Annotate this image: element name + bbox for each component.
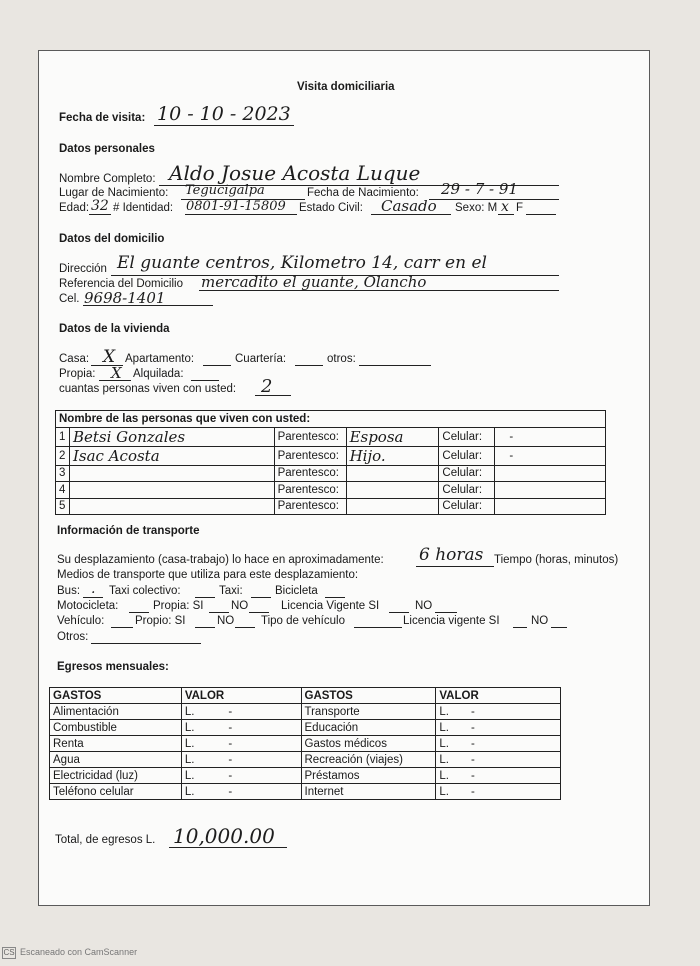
taxi-colectivo-label: Taxi colectivo: — [109, 585, 181, 597]
parentesco-label: Parentesco: — [274, 427, 346, 446]
resident-phone: - — [495, 427, 606, 446]
expense-left-item: Alimentación — [50, 704, 182, 720]
scanner-footer — [2, 947, 137, 959]
vehiculo-propio-si-underline — [195, 627, 215, 628]
id-value: 0801-91-15809 — [186, 199, 286, 214]
age-label: Edad: — [59, 202, 90, 214]
age-value: 32 — [91, 198, 109, 214]
address-label: Dirección — [59, 263, 107, 275]
celular-label: Celular: — [439, 482, 495, 499]
name-value: Aldo Josue Acosta Luque — [169, 161, 421, 185]
resident-phone: - — [495, 446, 606, 465]
housing-heading: Datos de la vivienda — [59, 323, 170, 335]
col-valor-right: VALOR — [436, 688, 561, 704]
vehiculo-licencia-label: Licencia vigente SI — [403, 615, 500, 627]
form-page — [38, 50, 650, 906]
civil-label: Estado Civil: — [299, 202, 363, 214]
parentesco-label: Parentesco: — [274, 482, 346, 499]
celular-label: Celular: — [439, 427, 495, 446]
expense-left-value: L. - — [181, 784, 301, 800]
expense-left-value: L. - — [181, 704, 301, 720]
birthplace-value: Tegucigalpa — [185, 183, 265, 198]
total-label: Total, de egresos L. — [55, 834, 156, 846]
address-value: El guante centros, Kilometro 14, carr en el — [117, 253, 487, 273]
vehiculo-no-underline — [235, 627, 255, 628]
expense-right-value: L. - — [436, 752, 561, 768]
vehiculo-label: Vehículo: — [57, 615, 105, 627]
count-label: cuantas personas viven con usted: — [59, 383, 237, 395]
birthplace-label: Lugar de Nacimiento: — [59, 187, 169, 199]
commute-underline — [416, 566, 494, 567]
propia-mark: X — [111, 364, 122, 382]
expense-right-item: Educación — [301, 720, 436, 736]
vehiculo-tipo-label: Tipo de vehículo — [261, 615, 345, 627]
vehiculo-tipo-underline — [354, 627, 402, 628]
expense-right-value: L. - — [436, 720, 561, 736]
name-label: Nombre Completo: — [59, 173, 156, 185]
table-row — [56, 498, 606, 515]
casa-mark: X — [103, 347, 116, 367]
resident-relation: Hijo. — [346, 446, 439, 465]
expense-right-item: Recreación (viajes) — [301, 752, 436, 768]
col-gastos-right: GASTOS — [301, 688, 436, 704]
moto-propia-si-underline — [209, 612, 229, 613]
table-row — [50, 704, 561, 720]
expense-left-value: L. - — [181, 736, 301, 752]
alquilada-label: Alquilada: — [133, 368, 184, 380]
expense-right-item: Préstamos — [301, 768, 436, 784]
alquilada-underline — [191, 380, 219, 381]
celular-label: Celular: — [439, 446, 495, 465]
expense-right-value: L. - — [436, 768, 561, 784]
cuarteria-label: Cuartería: — [235, 353, 287, 365]
resident-name: Isac Acosta — [69, 446, 274, 465]
taxi-underline — [251, 597, 271, 598]
vehiculo-licencia-no-label: NO — [531, 615, 549, 627]
table-row — [56, 482, 606, 499]
expense-left-item: Combustible — [50, 720, 182, 736]
moto-licencia-no-label: NO — [415, 600, 433, 612]
casa-label: Casa: — [59, 353, 90, 365]
bus-label: Bus: — [57, 585, 81, 597]
otros-transport-label: Otros: — [57, 631, 89, 643]
table-row — [50, 720, 561, 736]
vehiculo-licencia-no-underline — [551, 627, 567, 628]
parentesco-label: Parentesco: — [274, 446, 346, 465]
expense-left-item: Renta — [50, 736, 182, 752]
celular-label: Celular: — [439, 498, 495, 515]
visit-date-value: 10 - 10 - 2023 — [157, 103, 291, 125]
camscanner-logo: CS — [3, 948, 15, 957]
residents-header: Nombre de las personas que viven con usted: — [56, 411, 606, 428]
moto-label: Motocicleta: — [57, 600, 119, 612]
col-gastos-left: GASTOS — [50, 688, 182, 704]
expense-right-item: Internet — [301, 784, 436, 800]
otros-transport-underline — [91, 643, 201, 644]
apartamento-underline — [203, 365, 231, 366]
visit-date-underline — [154, 125, 294, 126]
bicicleta-underline — [325, 597, 345, 598]
transport-heading: Información de transporte — [57, 525, 200, 537]
row-number: 3 — [56, 465, 70, 482]
resident-phone — [495, 482, 606, 499]
resident-relation — [346, 498, 439, 515]
vehiculo-no-label: NO — [217, 615, 235, 627]
table-row — [50, 752, 561, 768]
expense-right-value: L. - — [436, 784, 561, 800]
table-row — [50, 768, 561, 784]
vehiculo-underline — [111, 627, 133, 628]
cuarteria-underline — [295, 365, 323, 366]
civil-value: Casado — [381, 197, 437, 215]
expense-left-value: L. - — [181, 720, 301, 736]
apartamento-label: Apartamento: — [125, 353, 195, 365]
expense-left-item: Electricidad (luz) — [50, 768, 182, 784]
parentesco-label: Parentesco: — [274, 498, 346, 515]
bus-underline — [83, 597, 103, 598]
sex-f-label: F — [516, 202, 524, 214]
row-number: 5 — [56, 498, 70, 515]
moto-no-label: NO — [231, 600, 249, 612]
moto-underline — [129, 612, 149, 613]
expense-left-value: L. - — [181, 752, 301, 768]
otros-housing-underline — [359, 365, 431, 366]
phone-value: 9698-1401 — [84, 289, 166, 307]
total-value: 10,000.00 — [173, 824, 275, 848]
resident-relation — [346, 482, 439, 499]
expenses-heading: Egresos mensuales: — [57, 661, 169, 673]
row-number: 4 — [56, 482, 70, 499]
col-valor-left: VALOR — [181, 688, 301, 704]
reference-label: Referencia del Domicilio — [59, 278, 183, 290]
moto-no-underline — [249, 612, 269, 613]
id-label: # Identidad: — [113, 202, 174, 214]
reference-value: mercadito el guante, Olancho — [201, 273, 427, 291]
table-row — [56, 427, 606, 446]
vehiculo-propio-label: Propio: SI — [135, 615, 186, 627]
otros-housing-label: otros: — [327, 353, 356, 365]
visit-date-label: Fecha de visita: — [59, 112, 146, 124]
taxi-colectivo-underline — [195, 597, 215, 598]
birthdate-label: Fecha de Nacimiento: — [307, 187, 419, 199]
age-underline — [89, 214, 111, 215]
moto-licencia-si-underline — [389, 612, 409, 613]
expense-right-value: L. - — [436, 736, 561, 752]
row-number: 1 — [56, 427, 70, 446]
expense-right-value: L. - — [436, 704, 561, 720]
commute-value: 6 horas — [419, 545, 484, 565]
form-title: Visita domiciliaria — [297, 81, 395, 93]
birthdate-underline — [429, 199, 559, 200]
resident-name — [69, 498, 274, 515]
expense-left-value: L. - — [181, 768, 301, 784]
commute-unit: Tiempo (horas, minutos) — [494, 554, 619, 566]
expenses-table — [49, 687, 561, 800]
phone-label: Cel. — [59, 293, 80, 305]
taxi-label: Taxi: — [219, 585, 243, 597]
moto-propia-label: Propia: SI — [153, 600, 204, 612]
resident-name — [69, 465, 274, 482]
parentesco-label: Parentesco: — [274, 465, 346, 482]
table-row — [56, 465, 606, 482]
scanner-text: Escaneado con CamScanner — [20, 947, 138, 957]
sex-label: Sexo: M — [455, 202, 498, 214]
sex-f-underline — [526, 214, 556, 215]
table-row — [50, 736, 561, 752]
sex-mark: x — [501, 199, 509, 215]
birthdate-value: 29 - 7 - 91 — [441, 180, 518, 198]
means-label: Medios de transporte que utiliza para este desplazamiento: — [57, 569, 359, 581]
personal-heading: Datos personales — [59, 143, 155, 155]
count-value: 2 — [261, 376, 273, 397]
table-row — [50, 784, 561, 800]
id-underline — [185, 214, 297, 215]
expense-left-item: Teléfono celular — [50, 784, 182, 800]
resident-phone — [495, 465, 606, 482]
bicicleta-label: Bicicleta — [275, 585, 318, 597]
expense-right-item: Gastos médicos — [301, 736, 436, 752]
resident-relation: Esposa — [346, 427, 439, 446]
propia-label: Propia: — [59, 368, 96, 380]
expense-right-item: Transporte — [301, 704, 436, 720]
commute-label: Su desplazamiento (casa-trabajo) lo hace en aproximadamente: — [57, 554, 384, 566]
resident-phone — [495, 498, 606, 515]
vehiculo-licencia-si-underline — [513, 627, 527, 628]
domicile-heading: Datos del domicilio — [59, 233, 165, 245]
moto-licencia-label: Licencia Vigente SI — [281, 600, 380, 612]
moto-licencia-no-underline — [435, 612, 457, 613]
resident-name: Betsi Gonzales — [69, 427, 274, 446]
residents-table — [55, 410, 606, 515]
resident-relation — [346, 465, 439, 482]
row-number: 2 — [56, 446, 70, 465]
bus-mark: . — [91, 581, 96, 597]
table-row — [56, 446, 606, 465]
expense-left-item: Agua — [50, 752, 182, 768]
resident-name — [69, 482, 274, 499]
celular-label: Celular: — [439, 465, 495, 482]
